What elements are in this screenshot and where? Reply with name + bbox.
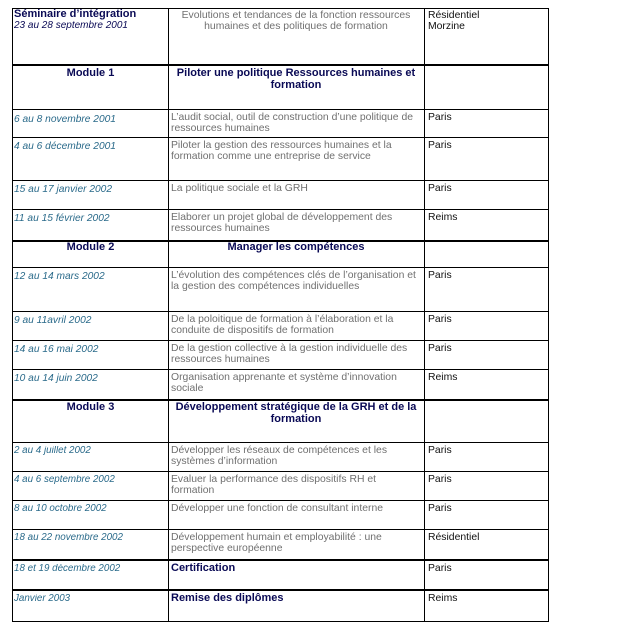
grid-line [12, 471, 548, 472]
grid-line [12, 369, 548, 370]
seminar-title: Séminaire d’intégration [14, 9, 137, 20]
module-1-session-dates: 11 au 15 février 2002 [14, 213, 110, 224]
module-3-session-topic: Développer les réseaux de compétences et les systèmes d’information [171, 445, 388, 468]
certification-dates: 18 et 19 décembre 2002 [14, 564, 121, 574]
module-2-session-dates: 10 au 14 juin 2002 [14, 373, 98, 384]
module-2-session-dates: 14 au 16 mai 2002 [14, 344, 99, 355]
module-1-session-dates: 6 au 8 novembre 2001 [14, 114, 116, 125]
grid-line [12, 621, 549, 622]
grid-line [12, 311, 548, 312]
module-1-session-location: Paris [428, 112, 452, 123]
grid-line [12, 109, 168, 110]
module-2-label: Module 2 [66, 242, 115, 253]
seminar-theme: Evolutions et tendances de la fonction ressources humaines et des politiques de formation [181, 10, 411, 33]
module-3-label: Module 3 [66, 402, 115, 413]
grid-line [168, 109, 548, 110]
seminar-title-cell [13, 9, 167, 32]
module-2-session-topic: De la poloitique de formation à l’élaboration et la conduite de dispositifs de formation [171, 314, 394, 337]
module-1-session-topic: Piloter la gestion des ressources humaines et la formation comme une entreprise de service [171, 140, 392, 163]
grid-line [12, 589, 548, 591]
seminar-dates: 23 au 28 septembre 2001 [14, 19, 128, 31]
module-1-session-topic: L’audit social, outil de construction d’une politique de ressources humaines [171, 112, 414, 135]
module-3-session-location: Paris [428, 503, 452, 514]
grid-line [12, 442, 548, 443]
module-2-session-location: Reims [428, 372, 458, 383]
module-1-session-location: Paris [428, 183, 452, 194]
module-3-session-topic: Développement humain et employabilité : une perspective européenne [171, 532, 382, 555]
module-3-session-topic: Développer une fonction de consultant interne [171, 503, 383, 514]
module-2-title: Manager les compétences [227, 242, 365, 253]
module-2-session-topic: Organisation apprenante et système d’innovation sociale [171, 372, 397, 395]
grid-line [12, 180, 548, 181]
certification-location: Paris [428, 563, 452, 574]
module-1-session-location: Reims [428, 212, 458, 223]
module-3-session-dates: 8 au 10 octobre 2002 [14, 504, 107, 514]
module-1-session-location: Paris [428, 140, 452, 151]
certification-title: Certification [171, 563, 236, 574]
module-1-session-dates: 15 au 17 janvier 2002 [14, 184, 112, 195]
grid-line [12, 559, 548, 561]
module-2-session-location: Paris [428, 343, 452, 354]
module-2-session-topic: L’évolution des compétences clés de l’organisation et la gestion des compétences individuelles [171, 270, 416, 293]
diplomas-dates: Janvier 2003 [14, 594, 71, 604]
grid-line [12, 209, 548, 210]
grid-line [12, 399, 548, 401]
module-3-session-location: Résidentiel [428, 532, 480, 543]
grid-line [12, 529, 548, 530]
module-1-label: Module 1 [66, 68, 115, 79]
grid-line [12, 137, 548, 138]
module-3-session-dates: 18 au 22 novembre 2002 [14, 533, 123, 543]
module-3-title: Développement stratégique de la GRH et de la formation [175, 402, 417, 425]
grid-line [12, 340, 548, 341]
module-3-session-dates: 4 au 6 septembre 2002 [14, 475, 115, 485]
grid-line [12, 267, 548, 268]
module-1-session-dates: 4 au 6 décembre 2001 [14, 141, 116, 152]
module-3-session-dates: 2 au 4 juillet 2002 [14, 446, 91, 456]
module-2-session-dates: 9 au 11avril 2002 [14, 315, 92, 326]
diplomas-location: Reims [428, 593, 458, 604]
grid-line [548, 8, 549, 622]
module-2-session-location: Paris [428, 314, 452, 325]
module-2-session-location: Paris [428, 270, 452, 281]
module-2-session-topic: De la gestion collective à la gestion individuelle des ressources humaines [171, 343, 408, 366]
module-1-session-topic: Elaborer un projet global de développement des ressources humaines [171, 212, 393, 235]
module-3-session-location: Paris [428, 474, 452, 485]
grid-line [12, 64, 548, 66]
seminar-location: Résidentiel Morzine [428, 10, 480, 33]
diplomas-title: Remise des diplômes [171, 593, 284, 604]
module-2-session-dates: 12 au 14 mars 2002 [14, 271, 105, 282]
module-1-session-topic: La politique sociale et la GRH [171, 183, 308, 194]
module-3-session-location: Paris [428, 445, 452, 456]
module-1-title: Piloter une politique Ressources humaines et formation [176, 68, 416, 91]
grid-line [12, 500, 548, 501]
module-3-session-topic: Evaluer la performance des dispositifs RH et formation [171, 474, 377, 497]
